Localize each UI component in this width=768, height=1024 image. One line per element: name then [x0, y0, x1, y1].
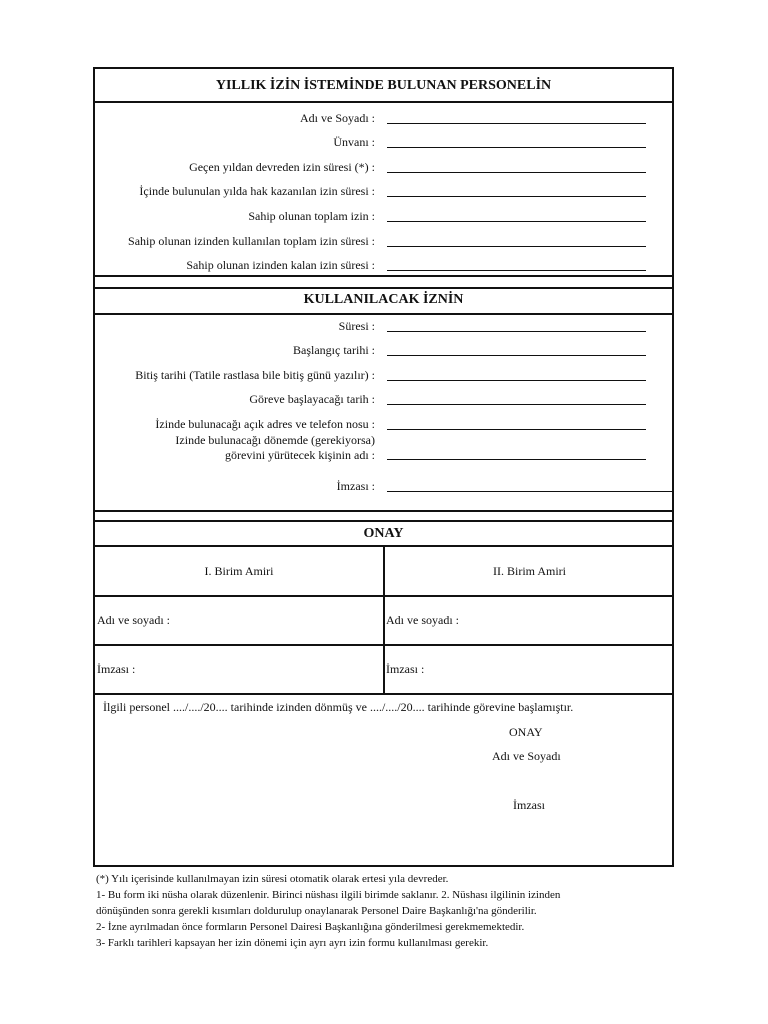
field-label: Bitiş tarihi (Tatile rastlasa bile bitiş günü yazılır) : [135, 368, 375, 382]
footnote: dönüşünden sonra gerekli kısımları doldurulup onaylanarak Personel Daire Başkanlığı'na gönderilir. [96, 905, 537, 917]
divider [95, 275, 672, 277]
fill-line[interactable] [387, 404, 646, 405]
field-label: Sahip olunan toplam izin : [248, 209, 375, 223]
onay-title: ONAY [363, 526, 404, 541]
field-name-surname[interactable] [95, 111, 672, 127]
footnote: 1- Bu form iki nüsha olarak düzenlenir. Birinci nüshası ilgili birimde saklanır. 2. Nüshası ilgilinin izinden [96, 889, 561, 901]
section2-title: KULLANILACAK İZNİN [303, 292, 464, 307]
fill-line[interactable] [387, 355, 646, 356]
substitute-label-line2: görevini yürütecek kişinin adı : [225, 448, 375, 462]
return-onay: ONAY [509, 725, 543, 739]
fill-line[interactable] [387, 429, 646, 430]
fill-line[interactable] [387, 491, 674, 492]
field-label: Göreve başlayacağı tarih : [249, 392, 375, 406]
field-label: Başlangıç tarihi : [293, 343, 375, 357]
return-statement: İlgili personel ..../..../20.... tarihinde izinden dönmüş ve ..../..../20.... tarihinde görevine başlamıştır. [103, 700, 574, 714]
field-remaining-leave[interactable] [95, 258, 672, 274]
field-start-date[interactable] [95, 343, 672, 359]
fill-line[interactable] [387, 196, 646, 197]
field-address-phone[interactable] [95, 417, 672, 433]
field-label: Süresi : [338, 319, 375, 333]
fill-line[interactable] [387, 147, 646, 148]
fill-line[interactable] [387, 172, 646, 173]
field-label: İzinde bulunacağı açık adres ve telefon nosu : [155, 417, 375, 431]
field-label: Adı ve Soyadı : [300, 111, 375, 125]
field-duration[interactable] [95, 319, 672, 335]
field-label: İçinde bulunulan yılda hak kazanılan izin süresi : [139, 184, 375, 198]
section1-title: YILLIK İZİN İSTEMİNDE BULUNAN PERSONELİN [215, 78, 552, 93]
fill-line[interactable] [387, 221, 646, 222]
leave-form [93, 67, 674, 867]
col2-header: II. Birim Amiri [493, 564, 566, 578]
fill-line[interactable] [387, 380, 646, 381]
field-carried-over-leave[interactable] [95, 160, 672, 176]
substitute-label-line1: Izinde bulunacağı dönemde (gerekiyorsa) [175, 433, 375, 447]
footnote: 3- Farklı tarihleri kapsayan her izin dönemi için ayrı ayrı izin formu kullanılması gerekir. [96, 937, 489, 949]
fill-line[interactable] [387, 123, 646, 124]
field-total-leave[interactable] [95, 209, 672, 225]
fill-line[interactable] [387, 331, 646, 332]
field-label: Ünvanı : [333, 135, 375, 149]
field-label: Sahip olunan izinden kalan izin süresi : [186, 258, 375, 272]
col1-header: I. Birim Amiri [204, 564, 274, 578]
divider [95, 287, 672, 289]
name-label-2[interactable]: Adı ve soyadı : [386, 613, 459, 627]
field-signature[interactable] [95, 479, 672, 495]
name-label-1[interactable]: Adı ve soyadı : [97, 613, 170, 627]
field-end-date[interactable] [95, 368, 672, 384]
field-used-leave[interactable] [95, 234, 672, 250]
footnotes [96, 871, 716, 951]
substitute-label [175, 433, 375, 463]
divider [95, 644, 672, 646]
divider [95, 693, 672, 695]
divider [95, 520, 672, 522]
footnote: (*) Yılı içerisinde kullanılmayan izin süresi otomatik olarak ertesi yıla devreder. [96, 873, 449, 885]
sign-label-2[interactable]: İmzası : [386, 662, 425, 676]
field-label: Geçen yıldan devreden izin süresi (*) : [189, 160, 375, 174]
substitute-fill-line[interactable] [387, 459, 646, 460]
fill-line[interactable] [387, 246, 646, 247]
divider [95, 510, 672, 512]
return-sign-label[interactable]: İmzası [513, 798, 545, 812]
field-return-date[interactable] [95, 392, 672, 408]
field-earned-leave[interactable] [95, 184, 672, 200]
field-label: İmzası : [336, 479, 375, 493]
footnote: 2- İzne ayrılmadan önce formların Personel Dairesi Başkanlığına gönderilmesi gerekmemektedir. [96, 921, 525, 933]
field-title[interactable] [95, 135, 672, 151]
fill-line[interactable] [387, 270, 646, 271]
field-label: Sahip olunan izinden kullanılan toplam izin süresi : [128, 234, 375, 248]
divider [95, 101, 672, 103]
sign-label-1[interactable]: İmzası : [97, 662, 136, 676]
divider [95, 313, 672, 315]
return-name-label[interactable]: Adı ve Soyadı [492, 749, 561, 763]
divider [95, 595, 672, 597]
